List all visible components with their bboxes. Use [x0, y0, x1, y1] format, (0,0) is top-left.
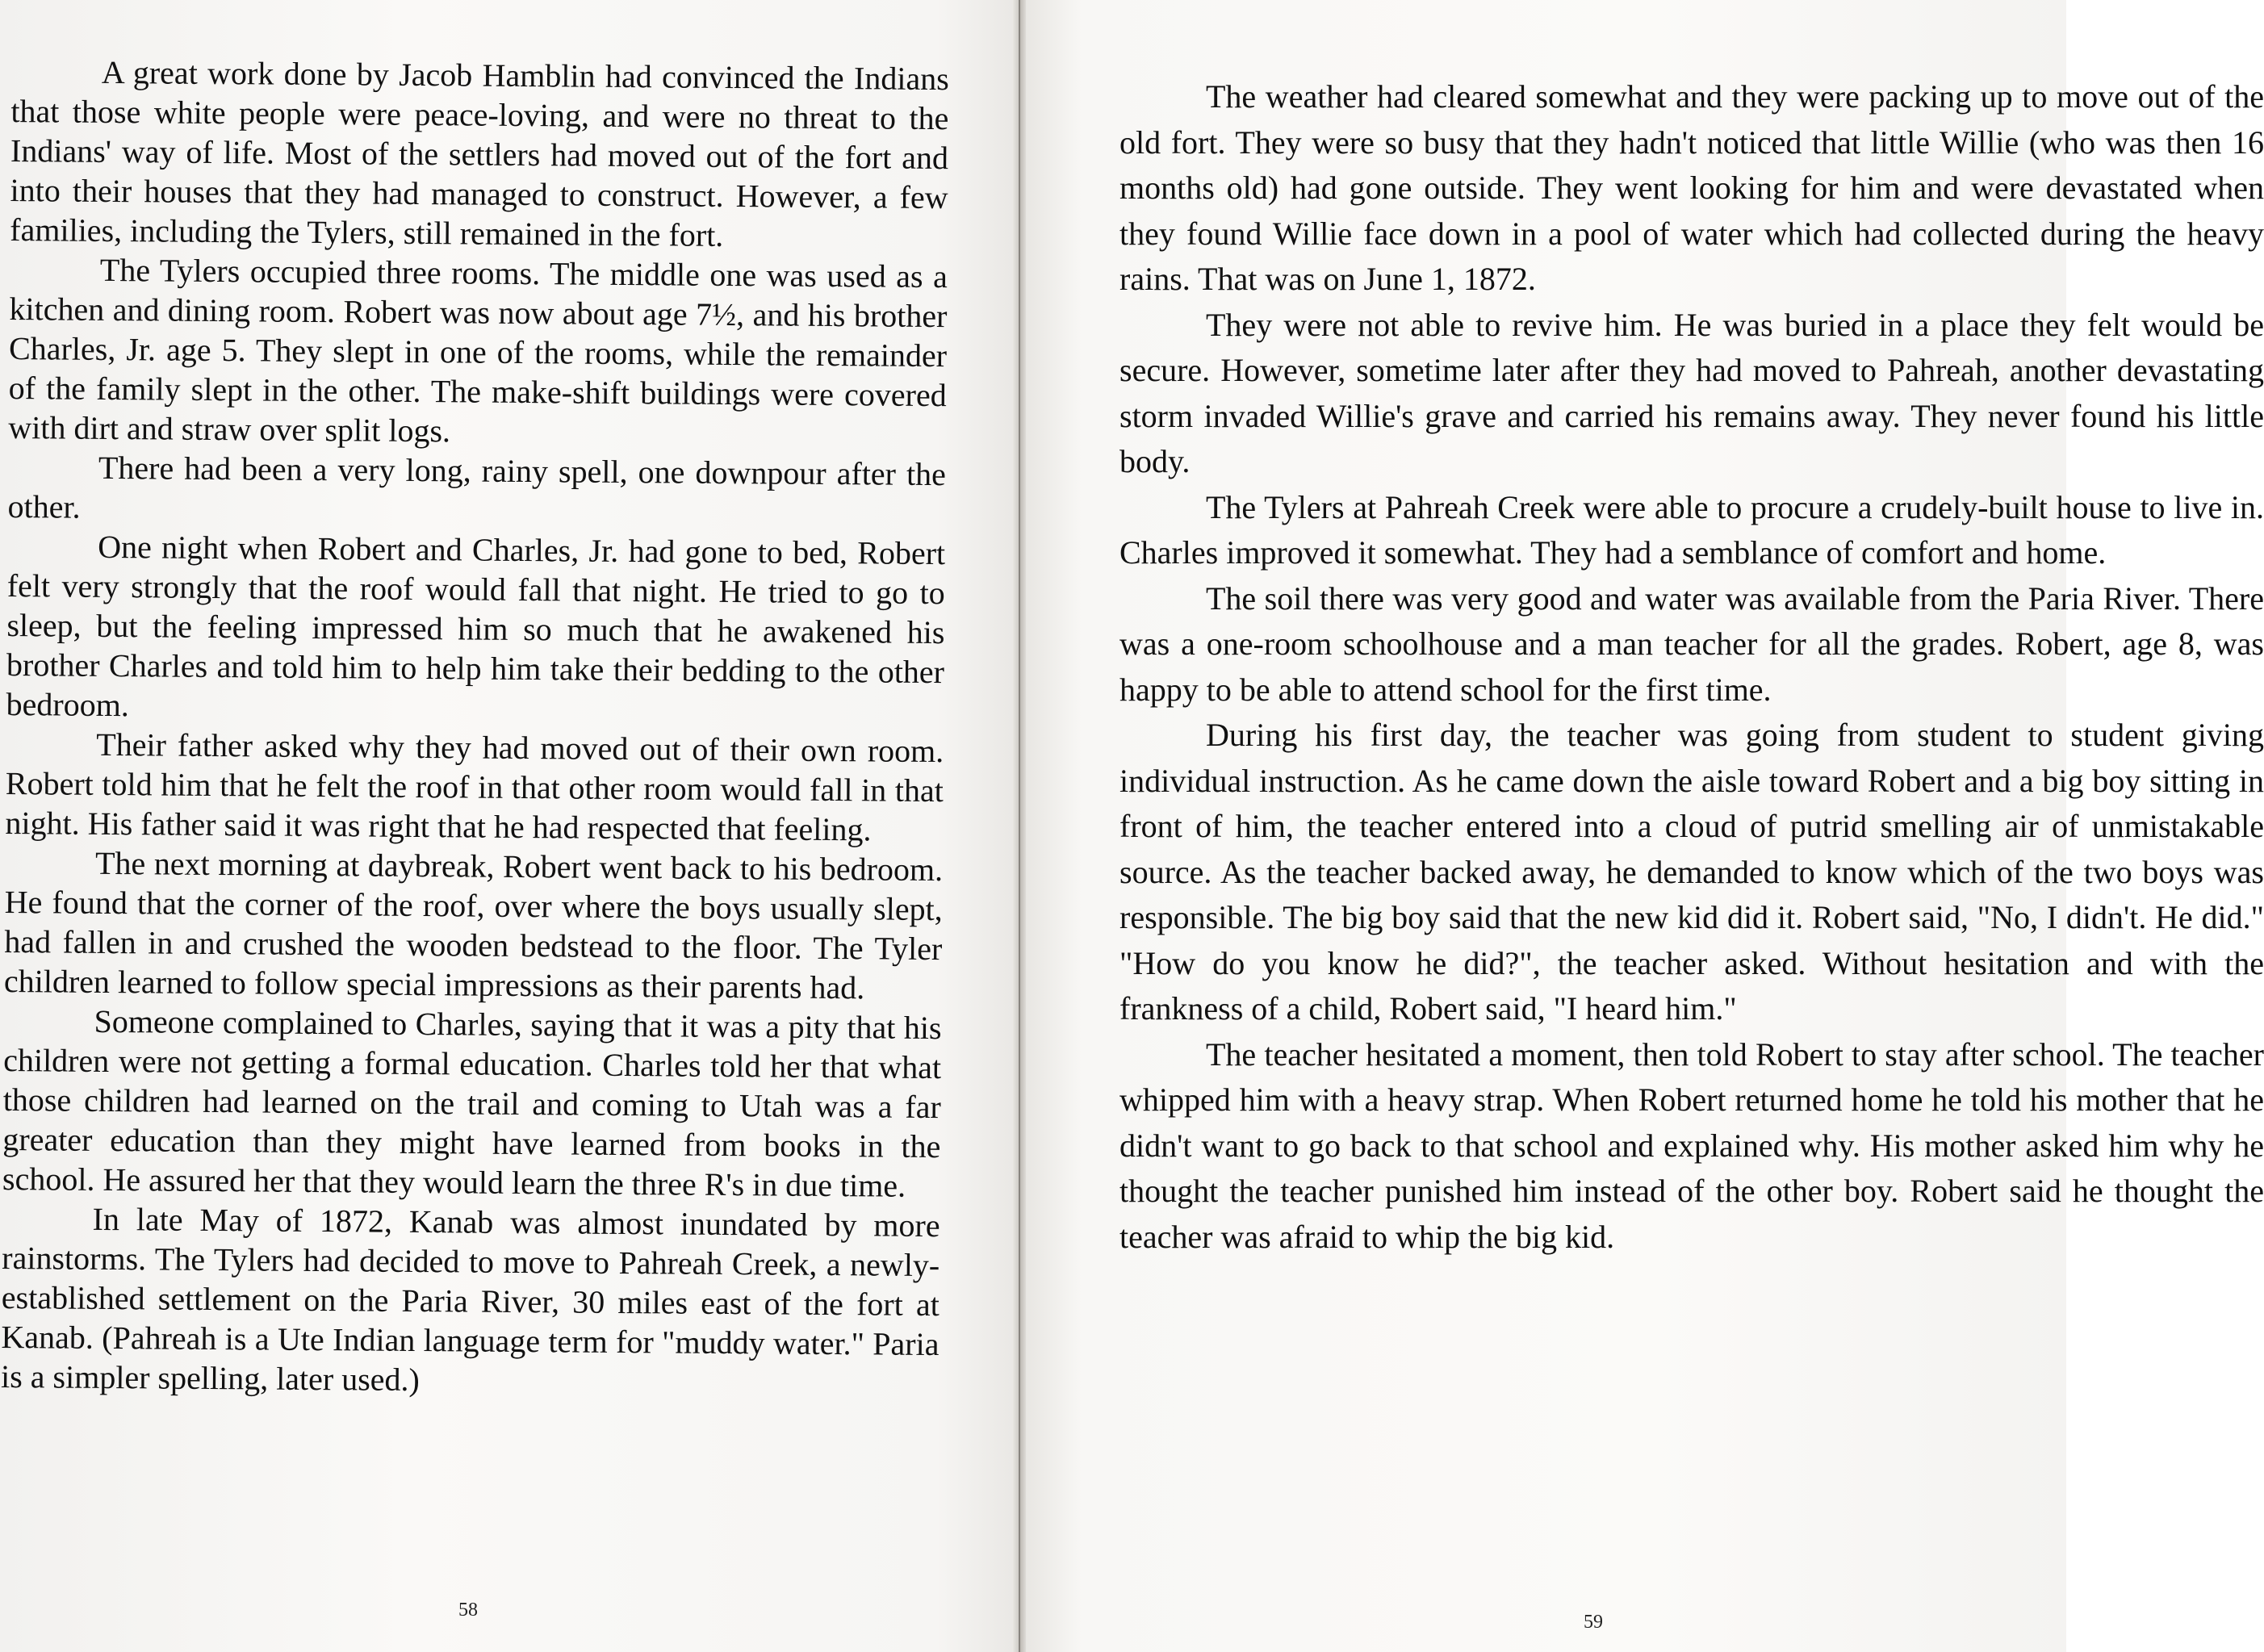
paragraph: The soil there was very good and water was available from the Paria River. There was a one-room schoolhouse and a man teacher for all the grades. Robert, age 8, was happy to be able to attend school for the first time. [1119, 579, 2264, 708]
paragraph: A great work done by Jacob Hamblin had convinced the Indians that those white people were peace-loving, and were no threat to the Indians' way of life. Most of the settlers had moved out of the fort and into their houses that they had managed to construct. However, a few families, including the Tylers, still remained in the fort. [10, 53, 949, 253]
paragraph: Their father asked why they had moved out of their own room. Robert told him that he felt the roof in that other room would fall in that night. His father said it was right that he had respected that feeling. [5, 726, 944, 848]
right-page-text [1119, 74, 2264, 1260]
page-number: 58 [458, 1600, 478, 1621]
paragraph: The Tylers occupied three rooms. The middle one was used as a kitchen and dining room. Robert was now about age 7½, and his brother Charles, Jr. age 5. They slept in one of the rooms, while the remainder of the family slept in the other. The make-shift buildings were covered with dirt and straw over split logs. [8, 251, 948, 450]
paragraph: They were not able to revive him. He was buried in a place they felt would be secure. However, sometime later after they had moved to Pahreah, another devastating storm invaded Willie's grave and carried his remains away. They never found his little body. [1119, 306, 2264, 479]
paragraph: The next morning at daybreak, Robert went back to his bedroom. He found that the corner of the roof, over where the boys usually slept, had fallen in and crushed the wooden bedstead to the floor. The Tyler children learned to follow special impressions as their parents had. [3, 844, 944, 1006]
paragraph: One night when Robert and Charles, Jr. had gone to bed, Robert felt very strongly that the roof would fall that night. He tried to go to sleep, but the feeling impressed him so much that he awakened his brother Charles and told him to help him take their bedding to the other bedroom. [6, 528, 946, 724]
gutter-fold-line [1019, 0, 1020, 1652]
paragraph: During his first day, the teacher was going from student to student giving individual instruction. As he came down the aisle toward Robert and a big boy sitting in front of him, the teacher entered into a cloud of putrid smelling air of unmistakable source. As the teacher backed away, he demanded to know which of the two boys was responsible. The big boy said that the new kid did it. Robert said, "No, I didn't. He did." "How do you know he did?", the teacher asked. Without hesitation and with the frankness of a child, Robert said, "I heard him." [1119, 717, 2264, 1027]
paragraph: The Tylers at Pahreah Creek were able to procure a crudely-built house to live in. Charles improved it somewhat. They had a semblance of comfort and home. [1119, 488, 2264, 571]
paragraph: In late May of 1872, Kanab was almost inundated by more rainstorms. The Tylers had decided to move to Pahreah Creek, a newly-established settlement on the Paria River, 30 miles east of the fort at Kanab. (Pahreah is a Ute Indian language term for "muddy water." Paria is a simpler spelling, later used.) [0, 1200, 940, 1399]
left-page [0, 0, 1019, 1652]
paragraph: There had been a very long, rainy spell, one downpour after the other. [7, 449, 947, 525]
paragraph: The teacher hesitated a moment, then told Robert to stay after school. The teacher whipped him with a heavy strap. When Robert returned home he told his mother that he didn't want to go back to that school and explained why. His mother asked him why he thought the teacher punished him instead of the other boy. Robert said he thought the teacher was afraid to whip the big kid. [1119, 1035, 2264, 1255]
page-number: 59 [1584, 1612, 1603, 1633]
right-page [1019, 0, 2264, 1652]
left-page-text [1, 52, 949, 1403]
paragraph: Someone complained to Charles, saying that it was a pity that his children were not getting a formal education. Charles told her that what those children had learned on the trail and coming to Utah was a far greater education than they might have learned from books in the school. He assured her that they would learn the three R's in due time. [2, 1002, 942, 1204]
paragraph: The weather had cleared somewhat and they were packing up to move out of the old fort. They were so busy that they hadn't noticed that little Willie (who was then 16 months old) had gone outside. They went looking for him and were devastated when they found Willie face down in a pool of water which had collected during the heavy rains. That was on June 1, 1872. [1119, 78, 2264, 297]
